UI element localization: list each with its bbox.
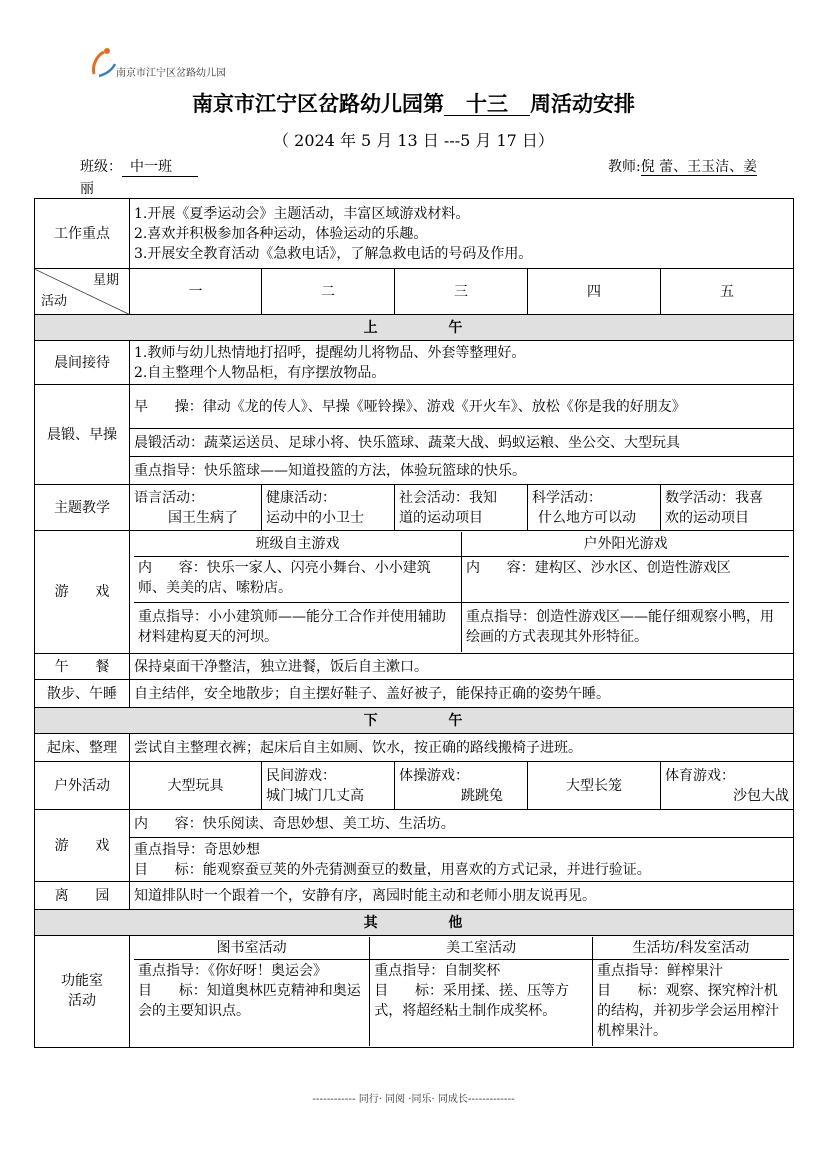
outdoor-fri-b: 沙包大战 [733, 787, 790, 804]
exercise-row-3 [35, 457, 794, 485]
exercise-line-2: 晨锻活动：蔬菜运送员、足球小将、快乐篮球、蔬菜大战、蚂蚁运粮、坐公交、大型玩具 [130, 429, 794, 457]
games-inner-table [134, 532, 789, 652]
morning-section-row [35, 315, 794, 341]
nap-content: 自主结伴，安全地散步；自主摆好鞋子、盖好被子，能保持正确的姿势午睡。 [130, 680, 794, 708]
outdoor-row [35, 762, 794, 810]
theme-mon-a: 语言活动： [134, 489, 204, 506]
teacher-label: 教师: [608, 159, 641, 175]
games-label: 游 戏 [35, 531, 130, 654]
room-library-focus: 重点指导：《你好呀！奥运会》 [138, 963, 327, 979]
title-suffix: 周活动安排 [530, 92, 635, 116]
room-library [134, 960, 370, 1046]
wake-row [35, 734, 794, 762]
focus-row [35, 199, 794, 269]
room-art [370, 960, 593, 1046]
reception-row [35, 341, 794, 385]
page-footer: ------------ 同行· 同阅 ·同乐· 同成长------------- [312, 1094, 515, 1105]
theme-fri-b: 欢的运动项目 [665, 509, 749, 526]
games-left-focus: 重点指导：小小建筑师——能分工合作并使用辅助材料建构夏天的河坝。 [134, 602, 462, 652]
theme-wed-b: 道的运动项目 [399, 509, 483, 526]
games-right-focus: 重点指导：创造性游戏区——能仔细观察小鸭，用绘画的方式表现其外形特征。 [462, 602, 790, 652]
room-life [593, 960, 790, 1046]
class-info [80, 156, 198, 177]
rooms-label-2: 活动 [68, 993, 96, 1010]
focus-item: 3.开展安全教育活动《急救电话》，了解急救电话的号码及作用。 [134, 245, 533, 262]
day-wed: 三 [395, 269, 528, 315]
exercise-row-2 [35, 429, 794, 457]
afternoon-section-row [35, 708, 794, 734]
wake-content: 尝试自主整理衣裤；起床后自主如厕、饮水，按正确的路线搬椅子进班。 [130, 734, 794, 762]
teacher-value-2: 丽 [80, 178, 128, 199]
theme-thu-b: 什么地方可以动 [538, 509, 636, 526]
nap-label: 散步、午睡 [35, 680, 130, 708]
morning-section: 上 午 [35, 315, 794, 341]
theme-tue-a: 健康活动： [266, 489, 336, 506]
exercise-line-1: 早 操：律动《龙的传人》、早操《哑铃操》、游戏《开火车》、放松《你是我的好朋友》 [130, 385, 794, 429]
theme-fri-a: 数学活动：我喜 [665, 489, 763, 506]
games-right-title: 户外阳光游戏 [462, 532, 790, 556]
leave-label: 离 园 [35, 882, 130, 910]
days-header-row [35, 269, 794, 315]
theme-wed-a: 社会活动：我知 [399, 489, 497, 506]
other-section-row [35, 910, 794, 936]
outdoor-fri [661, 762, 794, 810]
room-life-goal: 目 标：观察、探究榨汁机的结构，并初步学会运用榨汁机榨果汁。 [597, 983, 779, 1039]
theme-cell-mon [130, 485, 262, 531]
logo-text: 南京市江宁区岔路幼儿园 [116, 68, 226, 79]
day-tue: 二 [262, 269, 395, 315]
rooms-content [130, 936, 794, 1048]
rooms-label-1: 功能室 [61, 973, 103, 990]
theme-tue-b: 运动中的小卫士 [266, 509, 364, 526]
outdoor-wed-b: 跳跳兔 [461, 787, 503, 804]
title-week: 十三 [444, 93, 530, 116]
exercise-line-3: 重点指导：快乐篮球——知道投篮的方法，体验玩篮球的快乐。 [130, 457, 794, 485]
focus-item: 2.喜欢并积极参加各种运动，体验运动的乐趣。 [134, 225, 428, 242]
diagonal-header [35, 269, 130, 315]
day-fri: 五 [661, 269, 794, 315]
room-title-life: 生活坊/科发室活动 [593, 937, 790, 960]
games-right-content: 内 容：建构区、沙水区、创造性游戏区 [462, 556, 790, 602]
outdoor-fri-a: 体育游戏： [665, 767, 735, 784]
pm-games-goal: 目 标：能观察蚕豆荚的外壳猜测蚕豆的数量，用喜欢的方式记录，并进行验证。 [134, 861, 651, 878]
outdoor-mon: 大型玩具 [130, 762, 262, 810]
activity-label: 活动 [41, 294, 68, 309]
leave-content: 知道排队时一个跟着一个，安静有序，离园时能主动和老师小朋友说再见。 [130, 882, 794, 910]
date-range: （ 2024 年 5 月 13 日 ---5 月 17 日） [273, 131, 554, 150]
outdoor-tue-b: 城门城门几丈高 [266, 787, 364, 804]
pm-games-content: 内 容：快乐阅读、奇思妙想、美工坊、生活坊。 [130, 810, 794, 838]
outdoor-wed-a: 体操游戏： [399, 767, 469, 784]
focus-content [130, 199, 794, 269]
games-left-title: 班级自主游戏 [134, 532, 462, 556]
games-content [130, 531, 794, 654]
focus-item: 1.开展《夏季运动会》主题活动，丰富区域游戏材料。 [134, 205, 470, 222]
schedule-table [34, 198, 794, 1048]
theme-thu-a: 科学活动： [532, 489, 602, 506]
class-label: 班级： [80, 159, 122, 175]
outdoor-tue [262, 762, 395, 810]
rooms-inner-table [134, 937, 789, 1046]
reception-label: 晨间接待 [35, 341, 130, 385]
teacher-info-cont [80, 178, 128, 199]
leave-row [35, 882, 794, 910]
focus-label: 工作重点 [35, 199, 130, 269]
theme-cell-fri [661, 485, 794, 531]
exercise-row-1 [35, 385, 794, 429]
teacher-value: 倪 蕾、王玉洁、姜 [640, 159, 758, 175]
pm-games-row-2 [35, 838, 794, 882]
day-mon: 一 [130, 269, 262, 315]
lunch-label: 午 餐 [35, 654, 130, 680]
pm-games-detail [130, 838, 794, 882]
afternoon-section: 下 午 [35, 708, 794, 734]
room-art-focus: 重点指导：自制奖杯 [374, 963, 501, 979]
reception-content [130, 341, 794, 385]
nap-row [35, 680, 794, 708]
class-value: 中一班 [122, 156, 198, 177]
room-library-goal: 目 标：知道奥林匹克精神和奥运会的主要知识点。 [138, 983, 361, 1019]
page-title [0, 88, 827, 118]
theme-label: 主题教学 [35, 485, 130, 531]
outdoor-label: 户外活动 [35, 762, 130, 810]
lunch-content: 保持桌面干净整洁，独立进餐，饭后自主漱口。 [130, 654, 794, 680]
outdoor-thu: 大型长笼 [528, 762, 661, 810]
other-section: 其 他 [35, 910, 794, 936]
logo-mark-icon [90, 46, 116, 78]
wake-label: 起床、整理 [35, 734, 130, 762]
room-title-library: 图书室活动 [134, 937, 370, 960]
pm-games-label: 游 戏 [35, 810, 130, 882]
theme-cell-wed [395, 485, 528, 531]
title-prefix: 南京市江宁区岔路幼儿园第 [192, 92, 444, 116]
rooms-label [35, 936, 130, 1048]
exercise-label: 晨锻、早操 [35, 385, 130, 485]
games-left-content: 内 容：快乐一家人、闪亮小舞台、小小建筑师、美美的店、嗦粉店。 [134, 556, 462, 602]
reception-item: 2.自主整理个人物品柜，有序摆放物品。 [134, 364, 386, 381]
rooms-row [35, 936, 794, 1048]
teacher-info [608, 156, 757, 176]
room-title-art: 美工室活动 [370, 937, 593, 960]
lunch-row [35, 654, 794, 680]
room-art-goal: 目 标：采用揉、搓、压等方式，将超经粘土制作成奖杯。 [374, 983, 569, 1019]
theme-cell-thu [528, 485, 661, 531]
week-label: 星期 [92, 273, 119, 288]
outdoor-wed [395, 762, 528, 810]
theme-cell-tue [262, 485, 395, 531]
games-row [35, 531, 794, 654]
room-life-focus: 重点指导：鲜榨果汁 [597, 963, 723, 979]
theme-row [35, 485, 794, 531]
pm-games-focus: 重点指导：奇思妙想 [134, 841, 260, 858]
pm-games-row-1 [35, 810, 794, 838]
reception-item: 1.教师与幼儿热情地打招呼，提醒幼儿将物品、外套等整理好。 [134, 344, 526, 361]
theme-mon-b: 国王生病了 [168, 509, 238, 526]
day-thu: 四 [528, 269, 661, 315]
outdoor-tue-a: 民间游戏： [266, 767, 336, 784]
